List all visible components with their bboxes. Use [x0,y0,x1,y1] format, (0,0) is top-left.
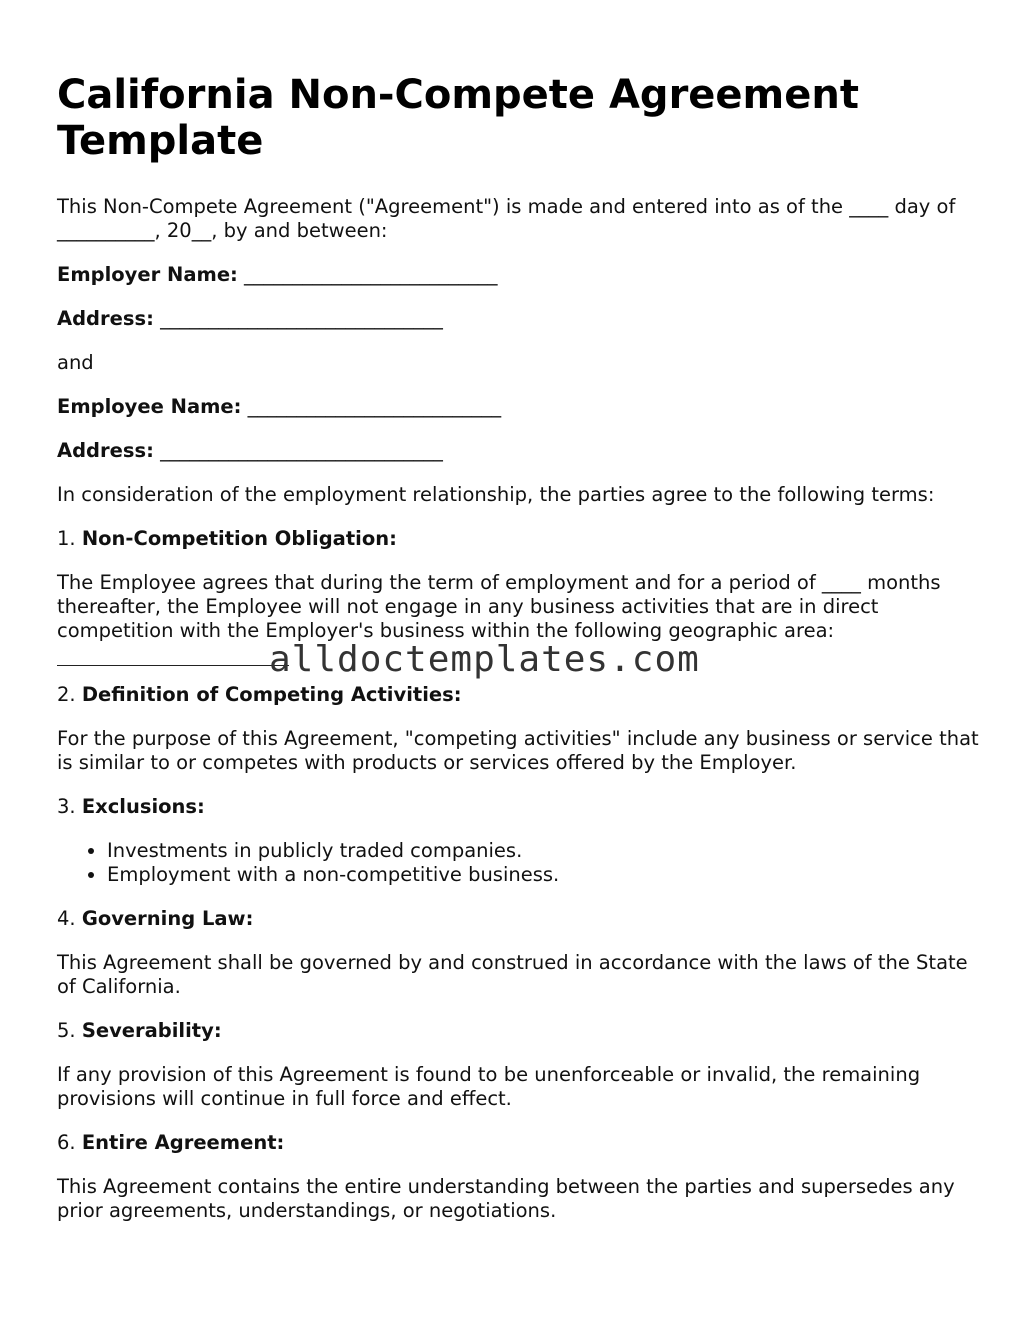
employer-name-line [57,263,982,287]
consideration-paragraph: In consideration of the employment relationship, the parties agree to the following terms: [57,483,935,506]
section-body: If any provision of this Agreement is found to be unenforceable or invalid, the remaining provisions will continue in full force and effect. [57,1063,921,1110]
section-title: Non-Competition Obligation: [81,527,397,550]
section-body: This Agreement shall be governed by and construed in accordance with the laws of the State of California. [57,951,968,998]
and-text: and [57,351,94,374]
section-number: 4. [57,907,76,930]
watermark-text: alldoctemplates.com [269,639,700,680]
employee-address-line [57,439,982,463]
section-heading [57,527,982,551]
employer-address-blank: _____________________________ [160,307,443,330]
section-number: 5. [57,1019,76,1042]
list-item: • Employment with a non-competitive business. [107,863,982,887]
geographic-area-blank-row [57,639,982,683]
employee-name-blank: __________________________ [247,395,502,418]
section-number: 1. [57,527,76,550]
section-heading [57,795,982,819]
employee-name-line [57,395,982,419]
employer-name-label: Employer Name: [57,263,238,286]
section-number: 6. [57,1131,76,1154]
geographic-area-blank-line [57,665,289,666]
section-body: The Employee agrees that during the term of employment and for a period of ____ months thereafter, the Employee will not engage in any business activities that are in direct competition with the Employer's business within the following geographic area: [57,571,941,642]
employer-address-line [57,307,982,331]
employer-name-blank: __________________________ [244,263,498,286]
section-body: This Agreement contains the entire understanding between the parties and supersedes any prior agreements, understandings, or negotiations. [57,1175,955,1222]
document-page [57,72,982,1243]
section-heading [57,683,982,707]
section-heading [57,907,982,931]
exclusions-list [57,839,982,887]
section-heading [57,1131,982,1155]
section-title: Severability: [81,1019,222,1042]
section-title: Definition of Competing Activities: [81,683,462,706]
section-title: Entire Agreement: [81,1131,285,1154]
section-title: Governing Law: [81,907,254,930]
document-title: California Non-Compete Agreement Template [57,72,859,164]
intro-paragraph: This Non-Compete Agreement ("Agreement") is made and entered into as of the ____ day of __________, 20__, by and between: [57,195,956,242]
employee-address-blank: _____________________________ [160,439,443,462]
section-body: For the purpose of this Agreement, "competing activities" include any business or service that is similar to or competes with products or services offered by the Employer. [57,727,979,774]
employer-address-label: Address: [57,307,154,330]
section-number: 2. [57,683,76,706]
employee-name-label: Employee Name: [57,395,242,418]
employee-address-label: Address: [57,439,154,462]
section-heading [57,1019,982,1043]
section-number: 3. [57,795,76,818]
section-title: Exclusions: [81,795,205,818]
list-item: • Investments in publicly traded companies. [107,839,982,863]
